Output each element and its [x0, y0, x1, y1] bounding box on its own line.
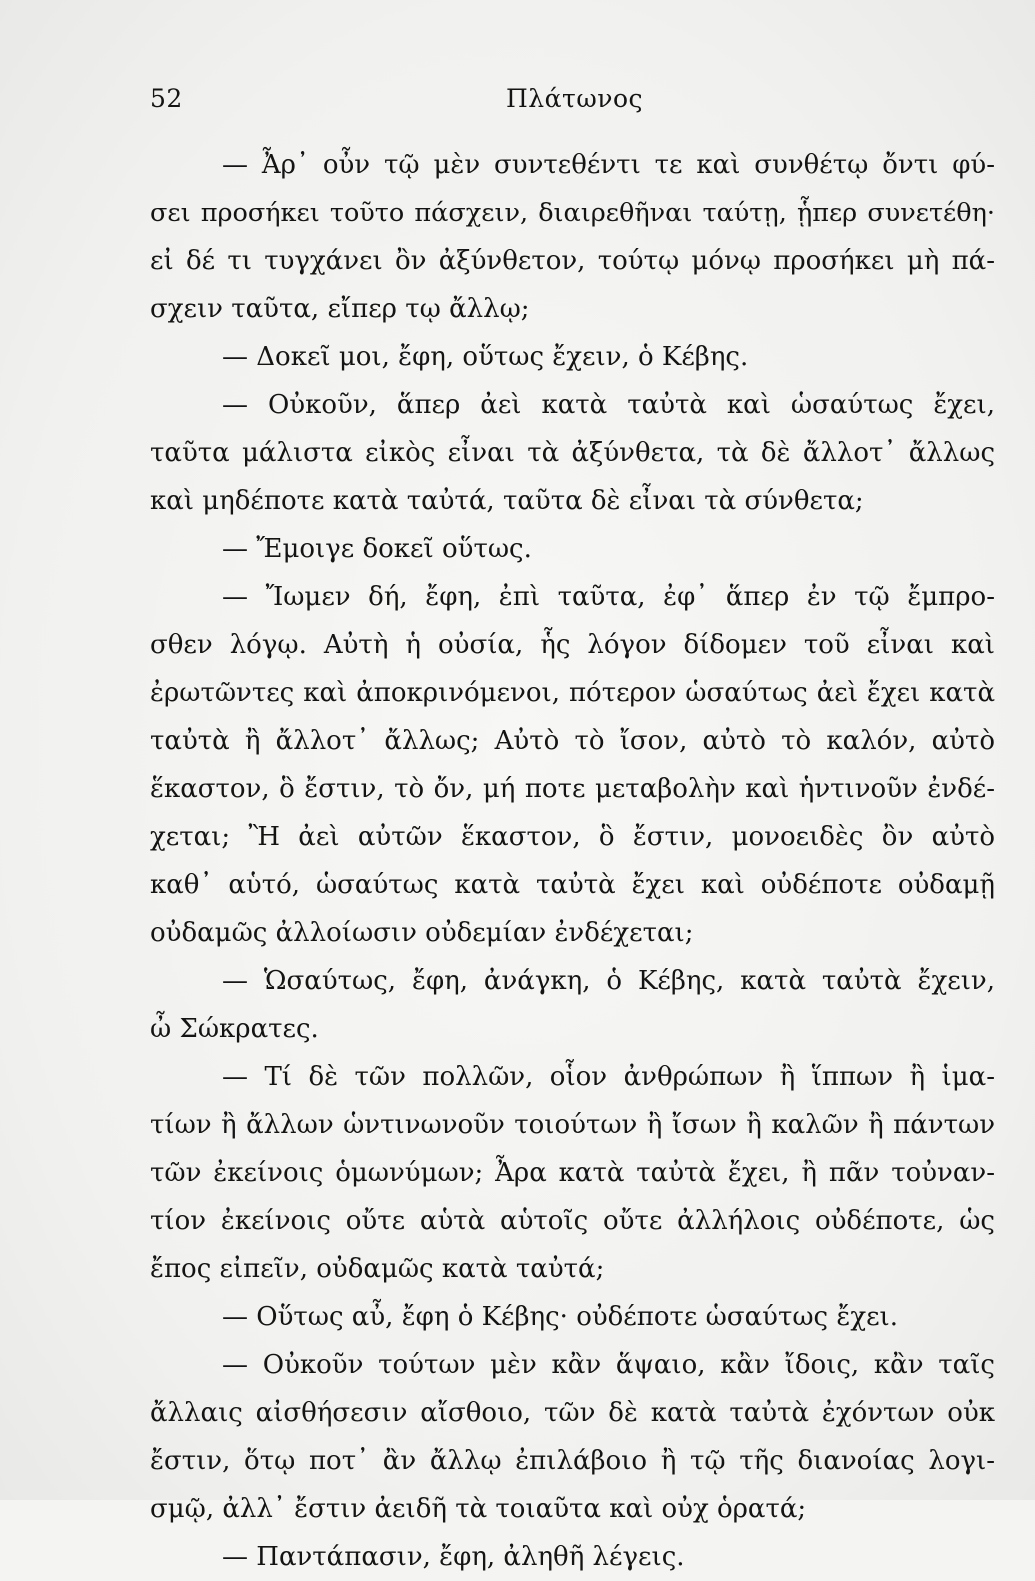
text-line: — Παντάπασιν, ἔφη, ἀληθῆ λέγεις. — [222, 1542, 685, 1572]
text-line: — Οὕτως αὖ, ἔφη ὁ Κέβης· οὐδέποτε ὡσαύτως ἔχει. — [222, 1302, 898, 1332]
page-number: 52 — [150, 84, 183, 113]
text-line: ἐρωτῶντες καὶ ἀποκρινόμενοι, πότερον ὡσαύτως ἀεὶ ἔχει κατὰ — [150, 678, 995, 708]
text-line: ταῦτα μάλιστα εἰκὸς εἶναι τὰ ἀξύνθετα, τὰ δὲ ἄλλοτ᾽ ἄλλως — [150, 438, 995, 468]
text-line: σμῷ, ἀλλ᾽ ἔστιν ἀειδῆ τὰ τοιαῦτα καὶ οὐχ ὁρατά; — [150, 1494, 807, 1524]
text-line: τίον ἐκείνοις οὔτε αὑτὰ αὑτοῖς οὔτε ἀλλήλοις οὐδέποτε, ὡς — [150, 1206, 995, 1236]
text-line: — Οὐκοῦν τούτων μὲν κἂν ἅψαιο, κἂν ἴδοις, κἂν ταῖς — [222, 1350, 995, 1380]
text-line: εἰ δέ τι τυγχάνει ὂν ἀξύνθετον, τούτῳ μόνῳ προσήκει μὴ πά- — [150, 246, 995, 276]
text-line: σχειν ταῦτα, εἴπερ τῳ ἄλλῳ; — [150, 294, 530, 324]
text-line: τῶν ἐκείνοις ὁμωνύμων; Ἆρα κατὰ ταὐτὰ ἔχει, ἢ πᾶν τοὐναν- — [150, 1158, 995, 1188]
text-line: ἔστιν, ὅτῳ ποτ᾽ ἂν ἄλλῳ ἐπιλάβοιο ἢ τῷ τῆς διανοίας λογι- — [150, 1446, 995, 1476]
text-line: — Ἴωμεν δή, ἔφη, ἐπὶ ταῦτα, ἐφ᾽ ἅπερ ἐν τῷ ἔμπρο- — [222, 582, 995, 612]
running-title: Πλάτωνος — [506, 84, 643, 113]
text-line: σει προσήκει τοῦτο πάσχειν, διαιρεθῆναι ταύτῃ, ᾗπερ συνετέθη· — [150, 198, 995, 228]
text-line: καθ᾽ αὑτό, ὡσαύτως κατὰ ταὐτὰ ἔχει καὶ οὐδέποτε οὐδαμῇ — [150, 870, 995, 900]
text-line: — Τί δὲ τῶν πολλῶν, οἷον ἀνθρώπων ἢ ἵππων ἢ ἱμα- — [222, 1062, 995, 1092]
text-line: — Ἆρ᾽ οὖν τῷ μὲν συντεθέντι τε καὶ συνθέτῳ ὄντι φύ- — [222, 150, 995, 180]
body-text — [150, 141, 995, 1581]
text-line: σθεν λόγῳ. Αὐτὴ ἡ οὐσία, ἧς λόγον δίδομεν τοῦ εἶναι καὶ — [150, 630, 995, 660]
text-line: ὦ Σώκρατες. — [150, 1014, 319, 1044]
text-line: καὶ μηδέποτε κατὰ ταὐτά, ταῦτα δὲ εἶναι τὰ σύνθετα; — [150, 486, 864, 516]
text-line: ἕκαστον, ὃ ἔστιν, τὸ ὄν, μή ποτε μεταβολὴν καὶ ἡντινοῦν ἐνδέ- — [150, 774, 995, 804]
text-line: — Ἔμοιγε δοκεῖ οὕτως. — [222, 534, 532, 564]
text-line: χεται; Ἢ ἀεὶ αὐτῶν ἕκαστον, ὃ ἔστιν, μονοειδὲς ὂν αὐτὸ — [150, 822, 995, 852]
text-line: ταὐτὰ ἢ ἄλλοτ᾽ ἄλλως; Αὐτὸ τὸ ἴσον, αὐτὸ τὸ καλόν, αὐτὸ — [150, 726, 995, 756]
text-line: — Οὐκοῦν, ἅπερ ἀεὶ κατὰ ταὐτὰ καὶ ὡσαύτως ἔχει, — [222, 390, 995, 420]
text-line: — Δοκεῖ μοι, ἔφη, οὕτως ἔχειν, ὁ Κέβης. — [222, 342, 749, 372]
text-line: οὐδαμῶς ἀλλοίωσιν οὐδεμίαν ἐνδέχεται; — [150, 918, 694, 948]
text-line: — Ὡσαύτως, ἔφη, ἀνάγκη, ὁ Κέβης, κατὰ ταὐτὰ ἔχειν, — [222, 966, 995, 996]
text-line: τίων ἢ ἄλλων ὡντινωνοῦν τοιούτων ἢ ἴσων ἢ καλῶν ἢ πάντων — [150, 1110, 995, 1140]
text-line: ἔπος εἰπεῖν, οὐδαμῶς κατὰ ταὐτά; — [150, 1254, 605, 1284]
text-line: ἄλλαις αἰσθήσεσιν αἴσθοιο, τῶν δὲ κατὰ ταὐτὰ ἐχόντων οὐκ — [150, 1398, 995, 1428]
